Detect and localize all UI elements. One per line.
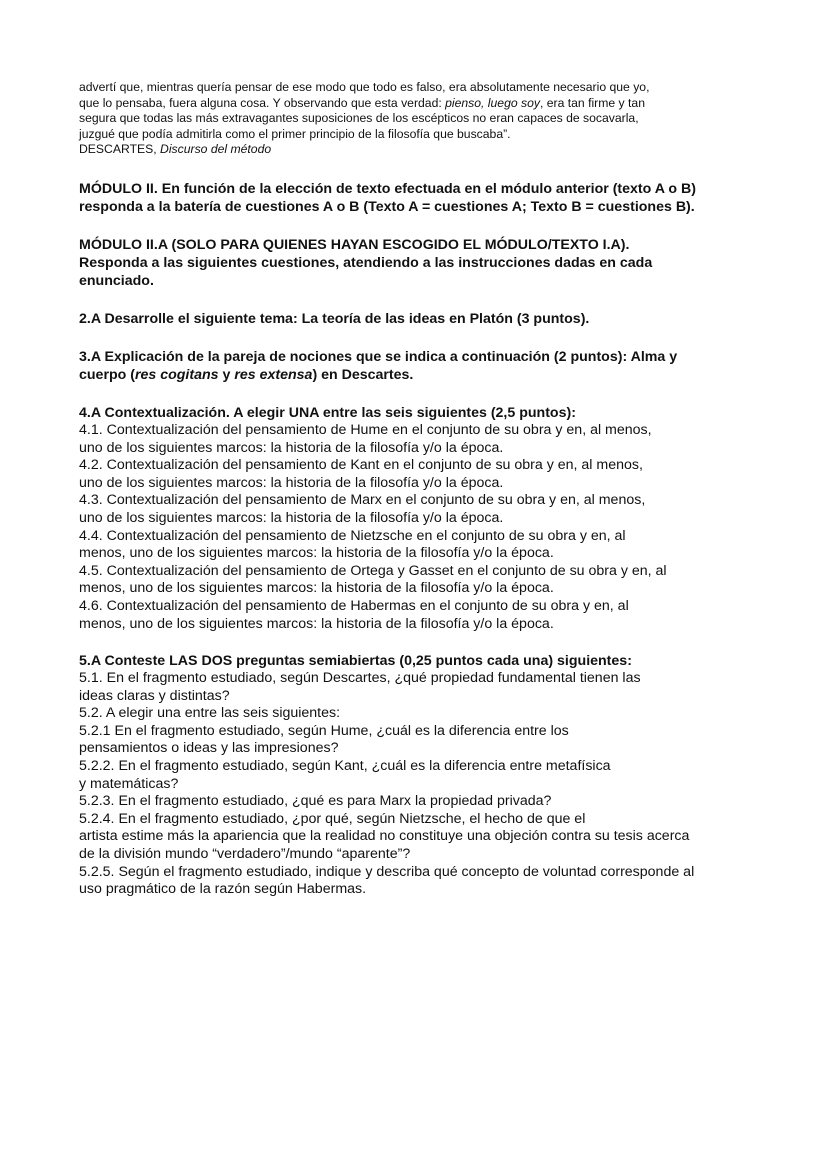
document-page <box>79 80 779 899</box>
question-line: 5.2. A elegir una entre las seis siguientes: <box>79 705 341 722</box>
heading-line: responda a la batería de cuestiones A o B (Texto A = cuestiones A; Texto B = cuestiones B). <box>79 198 695 215</box>
quote-work: Discurso del método <box>160 142 272 157</box>
q3-emphasis: res cogitans <box>134 366 219 383</box>
q3-text: cuerpo ( <box>79 366 135 383</box>
question-line: artista estime más la apariencia que la realidad no constituye una objeción contra su tesis acerca <box>79 828 690 845</box>
quote-line <box>79 96 779 112</box>
option-line: menos, uno de los siguientes marcos: la historia de la filosofía y/o la época. <box>79 615 554 632</box>
option-line: 4.5. Contextualización del pensamiento de Ortega y Gasset en el conjunto de su obra y en, al <box>79 562 667 579</box>
quote-line: segura que todas las más extravagantes suposiciones de los escépticos no eran capaces de socavarla, <box>79 111 639 126</box>
heading-line: enunciado. <box>79 272 154 289</box>
question-line: uso pragmático de la razón según Habermas. <box>79 881 367 898</box>
option-line: menos, uno de los siguientes marcos: la historia de la filosofía y/o la época. <box>79 580 554 597</box>
quote-attribution <box>79 142 779 158</box>
heading-line: 3.A Explicación de la pareja de nociones que se indica a continuación (2 puntos): Alma y <box>79 348 678 365</box>
question-2a-text: 2.A Desarrolle el siguiente tema: La teoría de las ideas en Platón (3 puntos). <box>79 310 590 327</box>
question-line: 5.1. En el fragmento estudiado, según Descartes, ¿qué propiedad fundamental tienen las <box>79 670 641 687</box>
quote-line: advertí que, mientras quería pensar de ese modo que todo es falso, era absolutamente necesario que yo, <box>79 80 650 94</box>
q3-text: ) en Descartes. <box>312 366 414 383</box>
module-2a-heading <box>79 236 779 290</box>
q3-text: y <box>218 366 235 383</box>
option-line: 4.4. Contextualización del pensamiento de Nietzsche en el conjunto de su obra y en, al <box>79 527 626 544</box>
option-line: 4.3. Contextualización del pensamiento de Marx en el conjunto de su obra y en, al menos, <box>79 492 646 509</box>
heading-line: MÓDULO II.A (SOLO PARA QUIENES HAYAN ESCOGIDO EL MÓDULO/TEXTO I.A). <box>79 236 630 253</box>
question-5a-heading: 5.A Conteste LAS DOS preguntas semiabiertas (0,25 puntos cada una) siguientes: <box>79 653 632 670</box>
option-line: 4.1. Contextualización del pensamiento de Hume en el conjunto de su obra y en, al menos, <box>79 421 652 438</box>
option-line: 4.6. Contextualización del pensamiento de Habermas en el conjunto de su obra y en, al <box>79 597 629 614</box>
quote-text: , era tan firme y tan <box>539 95 645 110</box>
option-line: uno de los siguientes marcos: la historia de la filosofía y/o la época. <box>79 474 504 491</box>
q3-emphasis: res extensa <box>234 366 313 383</box>
heading-line: MÓDULO II. En función de la elección de texto efectuada en el módulo anterior (texto A o B) <box>79 180 696 197</box>
option-line: uno de los siguientes marcos: la historia de la filosofía y/o la época. <box>79 509 504 526</box>
question-line: ideas claras y distintas? <box>79 687 230 704</box>
quote-emphasis: pienso, luego soy <box>445 95 540 110</box>
option-line: 4.2. Contextualización del pensamiento de Kant en el conjunto de su obra y en, al menos, <box>79 457 643 474</box>
question-line: y matemáticas? <box>79 775 179 792</box>
question-5a <box>79 652 779 899</box>
question-line: de la división mundo “verdadero”/mundo “aparente”? <box>79 846 411 863</box>
descartes-quote <box>79 80 779 158</box>
question-line: pensamientos o ideas y las impresiones? <box>79 740 339 757</box>
question-line: 5.2.2. En el fragmento estudiado, según Kant, ¿cuál es la diferencia entre metafísica <box>79 758 611 775</box>
question-line: 5.2.1 En el fragmento estudiado, según Hume, ¿cuál es la diferencia entre los <box>79 722 569 739</box>
quote-author: DESCARTES, <box>79 142 161 157</box>
question-2a <box>79 310 779 328</box>
question-line: 5.2.5. Según el fragmento estudiado, indique y describa qué concepto de voluntad corresponde al <box>79 863 695 880</box>
question-line: 5.2.4. En el fragmento estudiado, ¿por qué, según Nietzsche, el hecho de que el <box>79 810 586 827</box>
option-line: uno de los siguientes marcos: la historia de la filosofía y/o la época. <box>79 439 504 456</box>
question-5a-items <box>79 670 779 899</box>
quote-text: que lo pensaba, fuera alguna cosa. Y observando que esta verdad: <box>79 95 446 110</box>
heading-line: Responda a las siguientes cuestiones, atendiendo a las instrucciones dadas en cada <box>79 254 653 271</box>
question-4a-options <box>79 422 779 633</box>
question-line: 5.2.3. En el fragmento estudiado, ¿qué es para Marx la propiedad privada? <box>79 793 552 810</box>
question-4a-heading: 4.A Contextualización. A elegir UNA entre las seis siguientes (2,5 puntos): <box>79 404 576 421</box>
question-4a <box>79 404 779 633</box>
quote-line: juzgué que podía admitirla como el primer principio de la filosofía que buscaba”. <box>79 126 511 141</box>
option-line: menos, uno de los siguientes marcos: la historia de la filosofía y/o la época. <box>79 545 554 562</box>
module-2-heading <box>79 180 779 216</box>
question-3a <box>79 348 779 384</box>
heading-line <box>79 366 779 384</box>
